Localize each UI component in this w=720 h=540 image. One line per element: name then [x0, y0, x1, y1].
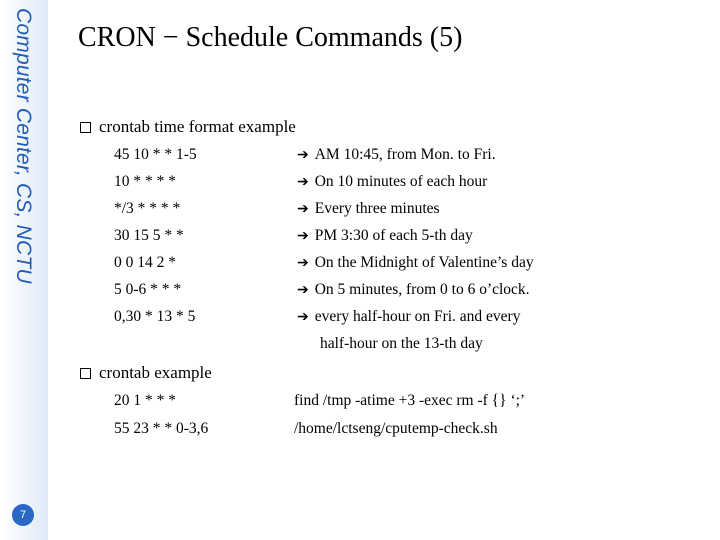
cron-expression: 30 15 5 * *	[114, 227, 184, 244]
right-arrow-icon: ➔	[297, 283, 309, 298]
sidebar-band	[0, 0, 48, 540]
cron-command: /home/lctseng/cputemp-check.sh	[294, 420, 498, 437]
page-number-badge: 7	[12, 504, 34, 526]
cron-description: ➔ On the Midnight of Valentine’s day	[297, 254, 534, 271]
right-arrow-icon: ➔	[297, 148, 309, 163]
right-arrow-icon: ➔	[297, 175, 309, 190]
checkbox-bullet-icon	[80, 122, 91, 133]
cron-description: ➔ On 10 minutes of each hour	[297, 173, 488, 190]
cron-expression: 0 0 14 2 *	[114, 254, 176, 271]
bullet-crontab-example	[80, 363, 212, 383]
bullet-time-format	[80, 117, 296, 137]
slide-title: CRON − Schedule Commands (5)	[78, 22, 463, 53]
cron-description: ➔ On 5 minutes, from 0 to 6 o’clock.	[297, 281, 530, 298]
bullet-heading: crontab time format example	[99, 117, 296, 136]
cron-expression: 5 0-6 * * *	[114, 281, 182, 298]
right-arrow-icon: ➔	[297, 310, 309, 325]
cron-description: ➔ AM 10:45, from Mon. to Fri.	[297, 146, 496, 163]
cron-expression: 20 1 * * *	[114, 392, 176, 409]
cron-expression: 45 10 * * 1-5	[114, 146, 197, 163]
bullet-heading: crontab example	[99, 363, 212, 382]
cron-description: ➔ Every three minutes	[297, 200, 440, 217]
right-arrow-icon: ➔	[297, 256, 309, 271]
right-arrow-icon: ➔	[297, 202, 309, 217]
cron-expression: 0,30 * 13 * 5	[114, 308, 196, 325]
cron-expression: */3 * * * *	[114, 200, 181, 217]
cron-description-continuation: half-hour on the 13-th day	[320, 335, 483, 352]
sidebar-org-label: Computer Center, CS, NCTU	[12, 8, 35, 284]
cron-description: ➔ every half-hour on Fri. and every	[297, 308, 521, 325]
cron-description: ➔ PM 3:30 of each 5-th day	[297, 227, 473, 244]
cron-command: find /tmp -atime +3 -exec rm -f {} ‘;’	[294, 392, 526, 409]
checkbox-bullet-icon	[80, 368, 91, 379]
cron-expression: 10 * * * *	[114, 173, 176, 190]
cron-expression: 55 23 * * 0-3,6	[114, 420, 209, 437]
right-arrow-icon: ➔	[297, 229, 309, 244]
